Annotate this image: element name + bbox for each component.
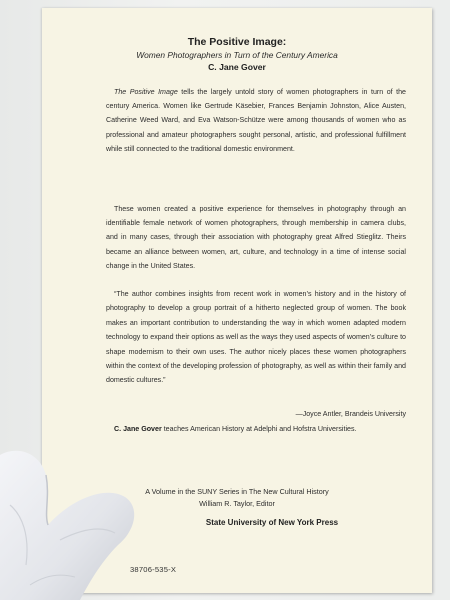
description-paragraph-1 xyxy=(106,85,406,156)
title-block xyxy=(42,36,432,73)
glove-shape xyxy=(0,451,134,600)
title-reference: The Positive Image xyxy=(114,88,178,96)
quote-attribution: —Joyce Antler, Brandeis University xyxy=(295,410,406,418)
author-bio-text: teaches American History at Adelphi and Hofstra Universities. xyxy=(161,425,357,433)
paragraph-1-text: tells the largely untold story of women photographers in turn of the century America. Women like Gertrude Käsebier, Frances Benjamin Johnston, Alice Austen, Catherine Weed Ward, and Eva Watson-Schütze were among thousands of women who as professional and amateur photographers sought personal, artistic, and professional fulfillment while still connected to the traditional domestic environment. xyxy=(106,88,406,153)
paragraph-2-text: These women created a positive experience for themselves in photography through an identifiable female network of women photographers, through membership in camera clubs, and in many cases, through their association with photography great Alfred Stieglitz. Theirs became an alliance between women, art, culture, and technology in a time of intense social change in the United States. xyxy=(106,205,406,270)
book-author: C. Jane Gover xyxy=(208,62,266,72)
author-bio xyxy=(106,422,406,436)
book-subtitle: Women Photographers in Turn of the Century America xyxy=(136,50,338,60)
series-editor: William R. Taylor, Editor xyxy=(199,499,275,508)
review-quote-text: “The author combines insights from recent work in women’s history and in the history of photography to develop a group portrait of a hitherto neglected group of women. The book makes an important contribution to understanding the way in which women adapted modern technology to expand their options as well as the ways they used aspects of women’s culture to shape modernism to their own uses. The author nicely places these women photographers within the context of the developing profession of photography, as well as within their family and domestic cultures.” xyxy=(106,290,406,385)
book-title: The Positive Image: xyxy=(187,36,287,48)
publisher-name: State University of New York Press xyxy=(205,518,339,527)
series-line: A Volume in the SUNY Series in The New Cultural History xyxy=(145,487,329,496)
gloved-thumb xyxy=(0,445,150,600)
author-bio-name: C. Jane Gover xyxy=(114,425,162,433)
description-paragraph-2 xyxy=(106,202,406,273)
review-quote xyxy=(106,287,406,388)
isbn-number: 38706-535-X xyxy=(130,565,177,574)
